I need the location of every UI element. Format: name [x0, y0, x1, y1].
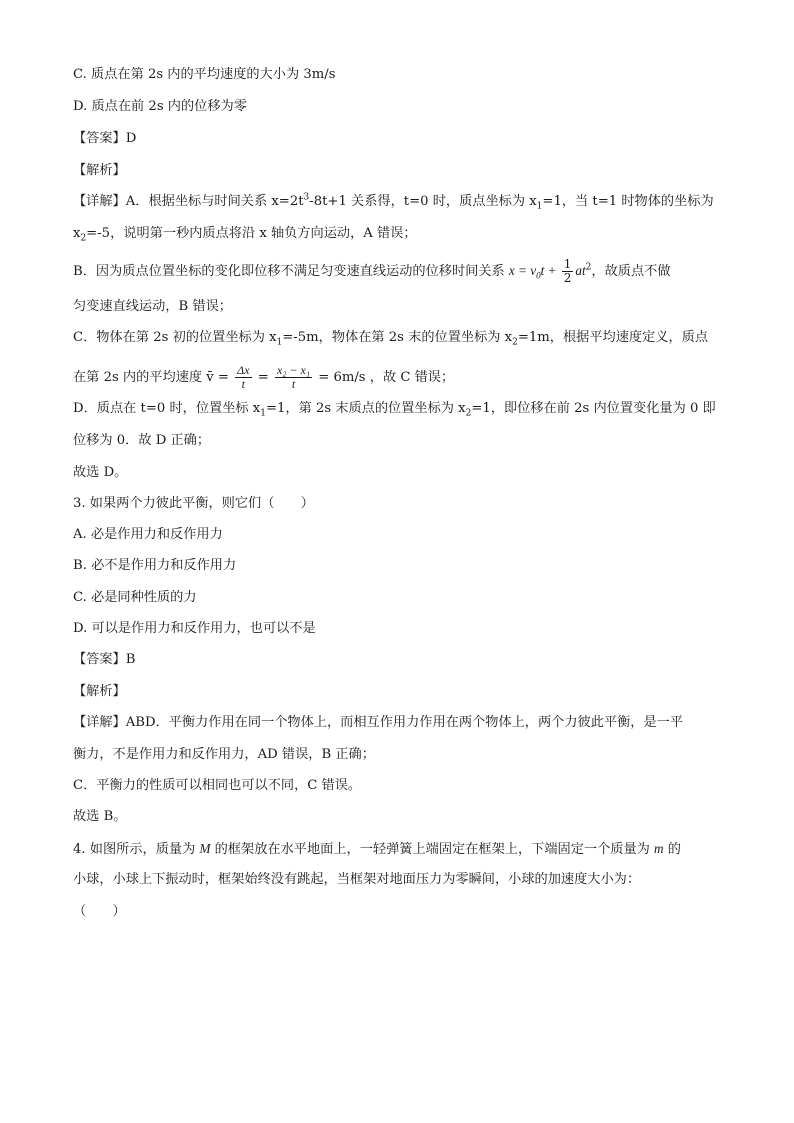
x2-minus-x1-over-t-fraction: $\frac{\text{x₂ − x₁}}{t}$ [276, 363, 311, 391]
one-half-fraction: $\frac{1}{2}$ [563, 257, 572, 285]
q2-option-c: C. 质点在第 2s 内的平均速度的大小为 3m/s [73, 67, 336, 82]
q3-detail-line1: 【详解】ABD．平衡力作用在同一个物体上，而相互作用力作用在两个物体上，两个力彼此平衡，是一平 [73, 715, 684, 730]
q2-analysis-label: 【解析】 [73, 163, 126, 178]
q4-stem-line1: 4. 如图所示，质量为 M 的框架放在水平地面上，一轻弹簧上端固定在框架上，下端固定一个质量为 m 的 [73, 841, 681, 857]
q2-detail-b-line1: B．因为质点位置坐标的变化即位移不满足匀变速直线运动的位移时间关系 $x = v_0t$ + $\frac{1}{2}$ $at^2$，故质点不做 [73, 257, 671, 285]
q2-detail-a-line2: $x_2=-5$，说明第一秒内质点将沿 x 轴负方向运动，A 错误； [73, 226, 417, 244]
q3-analysis-label: 【解析】 [73, 684, 126, 699]
q3-option-d: D. 可以是作用力和反作用力，也可以不是 [73, 621, 316, 636]
q2-detail-b-line2: 匀变速直线运动，B 错误； [73, 299, 232, 314]
q2-detail-c-line1: C．物体在第 2s 初的位置坐标为 $x_1=-5m$，物体在第 2s 末的位置坐标为 $x_2=1m$，根据平均速度定义，质点 [73, 330, 709, 348]
q4-stem-line2: 小球，小球上下振动时，框架始终没有跳起，当框架对地面压力为零瞬间，小球的加速度大小为： [73, 872, 641, 887]
q2-detail-a-line1: 【详解】A．根据坐标与时间关系 $x=2t^3-8t+1$ 关系得，t=0 时，质点坐标为 $x_1=1$，当 t=1 时物体的坐标为 [73, 192, 714, 212]
q2-conclusion: 故选 D。 [73, 465, 128, 480]
q3-option-c: C. 必是同种性质的力 [73, 590, 197, 605]
q3-answer: 【答案】B [73, 652, 136, 667]
q4-stem-line3: （ ） [73, 904, 126, 919]
q2-detail-d-line2: 位移为 0．故 D 正确； [73, 433, 211, 448]
q2-detail-c-line2: 在第 2s 内的平均速度 v̄ = $\frac{\Delta x}{t}$ = $\frac{\text{x₂ − x₁}}{t}$ = 6m/s ，故 C 错误； [73, 363, 455, 391]
q3-conclusion: 故选 B。 [73, 809, 127, 824]
delta-x-over-t-fraction: $\frac{\Delta x}{t}$ [237, 363, 250, 391]
q2-option-d: D. 质点在前 2s 内的位移为零 [73, 99, 247, 114]
q3-stem: 3. 如果两个力彼此平衡，则它们（ ） [73, 496, 314, 511]
q2-detail-d-line1: D．质点在 t=0 时，位置坐标 $x_1=1$，第 2s 末质点的位置坐标为 $x_2=1$，即位移在前 2s 内位置变化量为 0 即 [73, 401, 716, 419]
q3-option-a: A. 必是作用力和反作用力 [73, 527, 223, 542]
q3-option-b: B. 必不是作用力和反作用力 [73, 558, 237, 573]
kinematics-formula: $x = v_0t$ + [508, 263, 560, 281]
q3-detail-line2: 衡力，不是作用力和反作用力，AD 错误，B 正确； [73, 747, 375, 762]
q3-detail-line3: C．平衡力的性质可以相同也可以不同，C 错误。 [73, 778, 362, 793]
q2-answer: 【答案】D [73, 131, 137, 146]
